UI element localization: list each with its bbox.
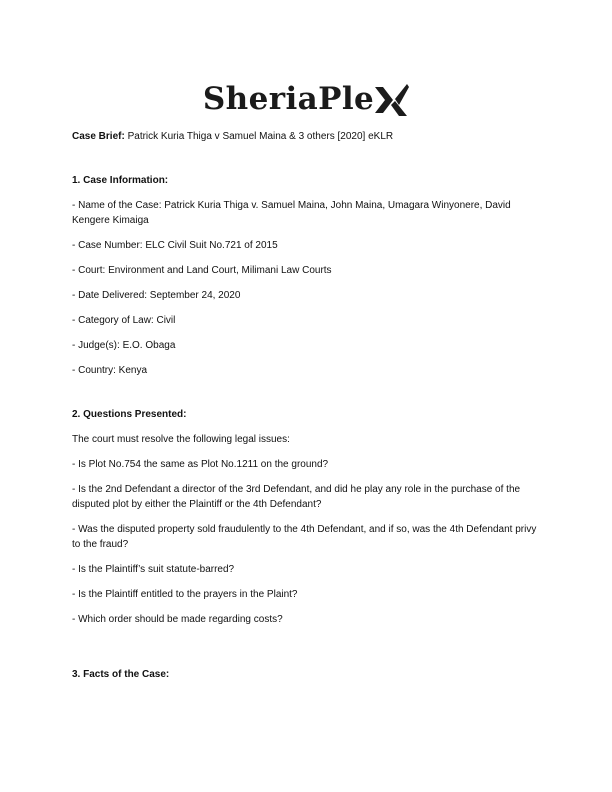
section-2-heading: 2. Questions Presented: (72, 409, 187, 420)
case-number-item: - Case Number: ELC Civil Suit No.721 of 2015 (72, 240, 278, 251)
sheriaplex-logo (0, 78, 612, 120)
questions-intro: The court must resolve the following legal issues: (72, 434, 290, 445)
logo-text: SheriaPle (202, 81, 375, 117)
question-item: - Was the disputed property sold fraudulently to the 4th Defendant, and if so, was the 4th Defendant privy to the fraud? (72, 524, 537, 550)
question-item: - Which order should be made regarding costs? (72, 614, 283, 625)
x-logo-icon (373, 83, 409, 117)
case-brief-line (72, 129, 542, 144)
question-item: - Is the Plaintiff entitled to the prayers in the Plaint? (72, 589, 298, 600)
country-item: - Country: Kenya (72, 365, 148, 376)
question-item: - Is Plot No.754 the same as Plot No.1211 on the ground? (72, 459, 329, 470)
case-name-item: - Name of the Case: Patrick Kuria Thiga v. Samuel Maina, John Maina, Umagara Winyonere, David Kengere Kimaiga (72, 200, 511, 226)
section-1-heading: 1. Case Information: (72, 175, 169, 186)
document-body (72, 126, 542, 682)
question-item: - Is the 2nd Defendant a director of the 3rd Defendant, and did he play any role in the purchase of the disputed plot by either the Plaintiff or the 4th Defendant? (72, 484, 521, 510)
question-item: - Is the Plaintiff’s suit statute-barred? (72, 564, 235, 575)
court-item: - Court: Environment and Land Court, Milimani Law Courts (72, 265, 332, 276)
case-brief-title: Patrick Kuria Thiga v Samuel Maina & 3 others [2020] eKLR (127, 131, 394, 142)
case-brief-label: Case Brief: (72, 131, 125, 142)
judges-item: - Judge(s): E.O. Obaga (72, 340, 176, 351)
section-3-heading: 3. Facts of the Case: (72, 669, 170, 680)
category-of-law-item: - Category of Law: Civil (72, 315, 176, 326)
date-delivered-item: - Date Delivered: September 24, 2020 (72, 290, 241, 301)
logo-wrapper (203, 78, 409, 120)
